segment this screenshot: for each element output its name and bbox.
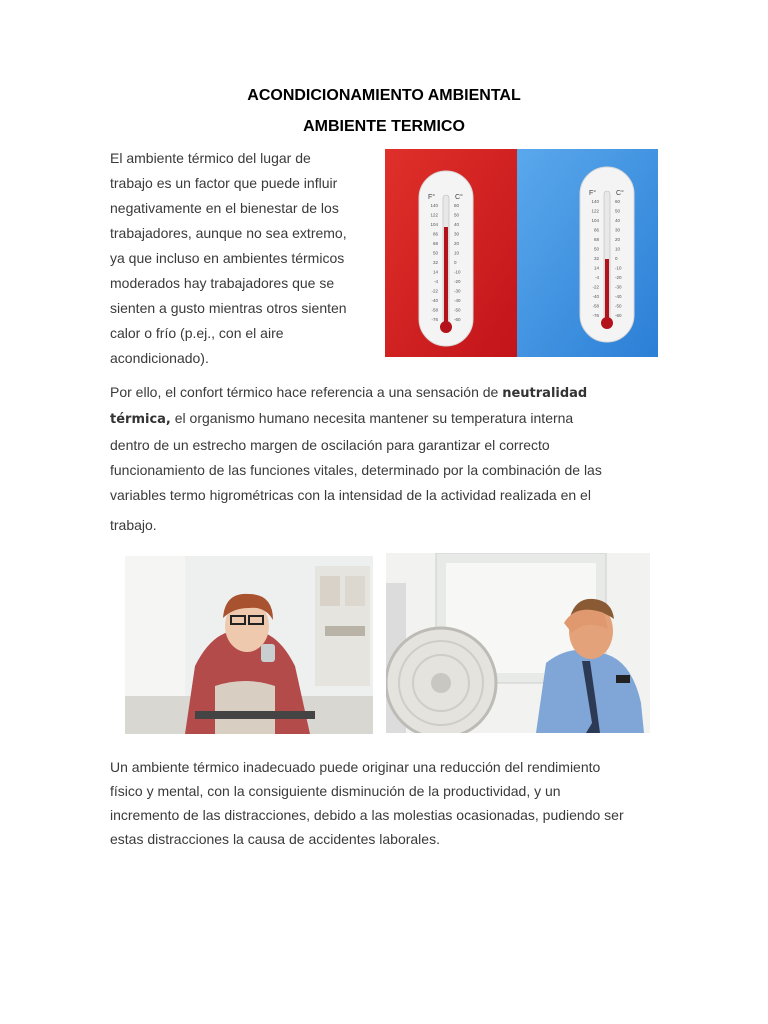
tick-label: -10 bbox=[454, 269, 461, 275]
tick-label: 104 bbox=[591, 218, 599, 223]
text-segment: el organismo humano necesita mantener su temperatura interna bbox=[170, 410, 574, 427]
tick-label: 86 bbox=[593, 227, 599, 233]
tick-label: -76 bbox=[592, 313, 599, 318]
tick-label: 104 bbox=[430, 222, 438, 227]
comfort-paragraph bbox=[110, 380, 660, 508]
tick-label: 30 bbox=[615, 227, 621, 233]
tick-label: -40 bbox=[615, 294, 622, 299]
text-line: acondicionado). bbox=[110, 350, 209, 366]
tick-label: 60 bbox=[454, 203, 460, 208]
tick-label: -58 bbox=[592, 303, 599, 309]
intro-paragraph bbox=[110, 146, 380, 371]
tick-label: 10 bbox=[615, 246, 621, 252]
text-line: trabajo es un factor que puede influir bbox=[110, 175, 338, 191]
tick-label: -4 bbox=[594, 275, 599, 280]
text-line: negativamente en el bienestar de los bbox=[110, 200, 339, 216]
text-line: incremento de las distracciones, debido a las molestias ocasionadas, pudiendo ser bbox=[110, 807, 624, 823]
text-line: trabajo. bbox=[110, 517, 157, 533]
tick-label: 32 bbox=[432, 260, 438, 265]
tick-label: 140 bbox=[430, 203, 438, 208]
text-line bbox=[110, 380, 660, 406]
text-line: El ambiente térmico del lugar de bbox=[110, 150, 311, 166]
hot-thermometer bbox=[419, 171, 473, 346]
tick-label: 14 bbox=[432, 269, 438, 275]
tick-label: 0 bbox=[454, 260, 457, 265]
tick-label: 50 bbox=[615, 208, 621, 214]
text-line bbox=[110, 406, 660, 432]
tick-label: -40 bbox=[592, 294, 599, 299]
tick-label: 30 bbox=[454, 231, 460, 237]
text-segment: Por ello, el confort térmico hace referencia a una sensación de bbox=[110, 384, 503, 400]
f-label: F° bbox=[589, 190, 597, 197]
closing-paragraph bbox=[110, 755, 660, 851]
tick-label: 50 bbox=[432, 250, 438, 256]
tick-label: -50 bbox=[615, 303, 622, 309]
tick-label: -10 bbox=[615, 265, 622, 271]
text-line: trabajadores, aunque no sea extremo, bbox=[110, 225, 347, 241]
tick-label: 32 bbox=[593, 256, 599, 261]
tick-label: 68 bbox=[593, 237, 599, 242]
tick-label: 14 bbox=[593, 265, 599, 271]
tick-label: -22 bbox=[431, 288, 438, 294]
text-line: calor o frío (p.ej., con el aire bbox=[110, 325, 284, 341]
tick-label: -60 bbox=[454, 317, 461, 322]
tick-label: 40 bbox=[454, 222, 460, 227]
tick-label: -4 bbox=[433, 279, 438, 284]
text-line: funcionamiento de las funciones vitales, determinado por la combinación de las bbox=[110, 461, 602, 478]
tick-label: 10 bbox=[454, 250, 460, 256]
page-subtitle: AMBIENTE TERMICO bbox=[303, 118, 465, 135]
f-label: F° bbox=[428, 194, 436, 201]
text-line: moderados hay trabajadores que se bbox=[110, 275, 335, 291]
c-label: C° bbox=[455, 194, 463, 201]
tick-label: 86 bbox=[432, 231, 438, 237]
tick-label: 68 bbox=[432, 241, 438, 246]
tick-label: 20 bbox=[615, 237, 621, 242]
page-title: ACONDICIONAMIENTO AMBIENTAL bbox=[247, 87, 521, 104]
c-label: C° bbox=[616, 190, 624, 197]
tick-label: -30 bbox=[454, 288, 461, 294]
tick-label: -40 bbox=[454, 298, 461, 303]
text-line: estas distracciones la causa de accidentes laborales. bbox=[110, 831, 440, 847]
text-line: sienten a gusto mientras otros sienten bbox=[110, 300, 347, 316]
tick-label: 0 bbox=[615, 256, 618, 261]
tick-label: 50 bbox=[454, 212, 460, 218]
tick-label: -60 bbox=[615, 313, 622, 318]
tick-label: 50 bbox=[593, 246, 599, 252]
tick-label: 122 bbox=[430, 212, 438, 218]
tick-label: -30 bbox=[615, 284, 622, 290]
cold-thermometer bbox=[580, 167, 634, 342]
tick-label: -58 bbox=[431, 307, 438, 313]
cold-worker-photo bbox=[125, 556, 373, 734]
tick-label: -20 bbox=[615, 275, 622, 280]
thermometers-image bbox=[385, 149, 658, 357]
tick-label: -76 bbox=[431, 317, 438, 322]
tick-label: 140 bbox=[591, 199, 599, 204]
hot-worker-photo bbox=[386, 553, 650, 733]
text-line: variables termo higrométricas con la intensidad de la actividad realizada en el bbox=[110, 487, 591, 504]
tick-label: 40 bbox=[615, 218, 621, 223]
tick-label: -22 bbox=[592, 284, 599, 290]
text-line: Un ambiente térmico inadecuado puede originar una reducción del rendimiento bbox=[110, 759, 601, 775]
text-line: físico y mental, con la consiguiente disminución de la productividad, y un bbox=[110, 783, 561, 799]
tick-label: -50 bbox=[454, 307, 461, 313]
tick-label: 60 bbox=[615, 199, 621, 204]
tick-label: -40 bbox=[431, 298, 438, 303]
text-line: dentro de un estrecho margen de oscilación para garantizar el correcto bbox=[110, 436, 550, 453]
text-line: ya que incluso en ambientes térmicos bbox=[110, 250, 345, 266]
tick-label: -20 bbox=[454, 279, 461, 284]
tick-label: 122 bbox=[591, 208, 599, 214]
tick-label: 20 bbox=[454, 241, 460, 246]
bold-term: térmica, bbox=[110, 412, 171, 428]
bold-term: neutralidad bbox=[502, 386, 588, 401]
